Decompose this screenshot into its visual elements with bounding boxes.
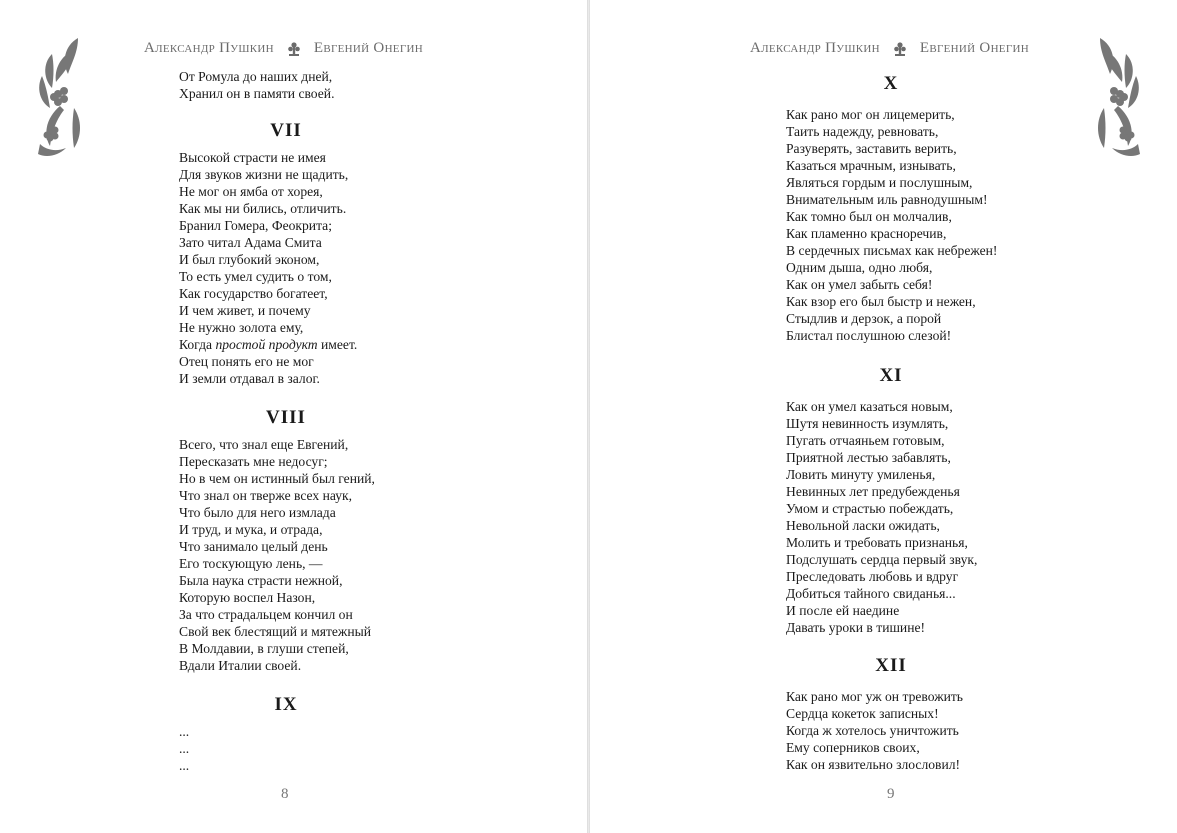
stanza-title: XI xyxy=(879,365,903,386)
verse-line: Свой век блестящий и мятежный xyxy=(179,624,372,639)
floral-ornament-icon xyxy=(1092,36,1144,160)
header-work: Евгений Онегин xyxy=(313,40,423,56)
stanza-lines xyxy=(786,688,996,773)
running-header xyxy=(750,40,1029,57)
verse-line: Хранил он в памяти своей. xyxy=(179,86,335,101)
verse-line: Преследовать любовь и вдруг xyxy=(786,569,959,584)
verse-line: Подслушать сердца первый звук, xyxy=(786,552,978,567)
stanza-lines xyxy=(179,723,393,774)
verse-line: Как рано мог уж он тревожить xyxy=(786,689,964,704)
verse-line: Молить и требовать признанья, xyxy=(786,535,968,550)
verse-line: Как он язвительно злословил! xyxy=(786,757,961,772)
stanza-title: XII xyxy=(875,655,907,676)
stanza-title: VII xyxy=(270,120,302,141)
verse-line: Что было для него измлада xyxy=(179,505,336,520)
verse-line: Разуверять, заставить верить, xyxy=(786,141,957,156)
stanza-lines xyxy=(179,436,393,674)
verse-line: Как томно был он молчалив, xyxy=(786,209,952,224)
verse-line: Как он умел забыть себя! xyxy=(786,277,933,292)
stanza-lines xyxy=(179,149,393,387)
verse-line: Но в чем он истинный был гений, xyxy=(179,471,375,486)
verse-line: Как государство богатеет, xyxy=(179,286,328,301)
verse-line: И после ей наедине xyxy=(786,603,900,618)
verse-line: ... xyxy=(179,741,190,756)
verse-line: Приятной лестью забавлять, xyxy=(786,450,951,465)
stanza-title: IX xyxy=(274,694,298,715)
verse-line: Как взор его был быстр и нежен, xyxy=(786,294,976,309)
verse-line: Ловить минуту умиленья, xyxy=(786,467,936,482)
verse-line: Ему соперников своих, xyxy=(786,740,920,755)
verse-line: Одним дыша, одно любя, xyxy=(786,260,933,275)
verse-line: Высокой страсти не имея xyxy=(179,150,326,165)
verse-line: Что занимало целый день xyxy=(179,539,328,554)
right-page xyxy=(590,0,1177,833)
running-header xyxy=(144,40,423,57)
verse-line: Когда ж хотелось уничтожить xyxy=(786,723,959,738)
stanza-lines xyxy=(786,106,996,344)
stanza-ix xyxy=(179,693,393,774)
verse-line: То есть умел судить о том, xyxy=(179,269,332,284)
verse-line: В Молдавии, в глуши степей, xyxy=(179,641,349,656)
verse-line: От Ромула до наших дней, xyxy=(179,69,333,84)
verse-line: Невинных лет предубежденья xyxy=(786,484,960,499)
verse-line: Являться гордым и послушным, xyxy=(786,175,973,190)
verse-line: Всего, что знал еще Евгений, xyxy=(179,437,349,452)
verse-line: ... xyxy=(179,724,190,739)
page-number: 8 xyxy=(281,786,289,802)
verse-line: Как пламенно красноречив, xyxy=(786,226,947,241)
stanza-lines xyxy=(786,398,996,636)
verse-line: Была наука страсти нежной, xyxy=(179,573,343,588)
verse-line: Бранил Гомера, Феокрита; xyxy=(179,218,332,233)
fleuron-icon xyxy=(286,41,302,57)
italic-phrase: простой продукт xyxy=(215,337,318,352)
verse-line: Шутя невинность изумлять, xyxy=(786,416,949,431)
verse-line: В сердечных письмах как небрежен! xyxy=(786,243,998,258)
verse-line: И земли отдавал в залог. xyxy=(179,371,320,386)
verse-line: И труд, и мука, и отрада, xyxy=(179,522,323,537)
verse-line: Сердца кокеток записных! xyxy=(786,706,939,721)
stanza-xii xyxy=(786,654,996,773)
verse-line-italic xyxy=(179,336,393,353)
fleuron-icon xyxy=(892,41,908,57)
verse-line: ... xyxy=(179,758,190,773)
verse-line: Зато читал Адама Смита xyxy=(179,235,322,250)
verse-line: И чем живет, и почему xyxy=(179,303,311,318)
verse-line: Вдали Италии своей. xyxy=(179,658,302,673)
verse-line: Отец понять его не мог xyxy=(179,354,314,369)
header-author: Александр Пушкин xyxy=(144,40,274,56)
stanza-xi xyxy=(786,364,996,636)
verse-line: За что страдальцем кончил он xyxy=(179,607,353,622)
verse-line: Казаться мрачным, изнывать, xyxy=(786,158,956,173)
left-page xyxy=(0,0,588,833)
verse-line: Таить надежду, ревновать, xyxy=(786,124,939,139)
verse-line: Как рано мог он лицемерить, xyxy=(786,107,955,122)
stanza-vii xyxy=(179,119,393,387)
verse-line: Как он умел казаться новым, xyxy=(786,399,953,414)
verse-line: Добиться тайного свиданья... xyxy=(786,586,956,601)
verse-line: Для звуков жизни не щадить, xyxy=(179,167,349,182)
verse-line: Пугать отчаяньем готовым, xyxy=(786,433,945,448)
intro-lines xyxy=(179,68,334,102)
stanza-x xyxy=(786,72,996,344)
verse-line: Стыдлив и дерзок, а порой xyxy=(786,311,942,326)
header-author: Александр Пушкин xyxy=(750,40,880,56)
header-work: Евгений Онегин xyxy=(919,40,1029,56)
verse-line: И был глубокий эконом, xyxy=(179,252,320,267)
verse-line: Пересказать мне недосуг; xyxy=(179,454,328,469)
page-number: 9 xyxy=(887,786,895,802)
verse-line: Его тоскующую лень, — xyxy=(179,556,323,571)
verse-line: Не нужно золота ему, xyxy=(179,320,304,335)
verse-line: Невольной ласки ожидать, xyxy=(786,518,940,533)
verse-line: Внимательным иль равнодушным! xyxy=(786,192,988,207)
stanza-title: VIII xyxy=(266,407,306,428)
verse-line: Блистал послушною слезой! xyxy=(786,328,952,343)
text-after: имеет. xyxy=(317,337,358,352)
floral-ornament-icon xyxy=(34,36,86,160)
verse-line: Не мог он ямба от хорея, xyxy=(179,184,323,199)
verse-line: Что знал он тверже всех наук, xyxy=(179,488,353,503)
verse-line: Как мы ни бились, отличить. xyxy=(179,201,347,216)
verse-line: Которую воспел Назон, xyxy=(179,590,316,605)
verse-line: Умом и страстью побеждать, xyxy=(786,501,954,516)
stanza-viii xyxy=(179,406,393,674)
verse-line: Давать уроки в тишине! xyxy=(786,620,926,635)
stanza-title: X xyxy=(883,73,899,94)
text-before: Когда xyxy=(179,337,216,352)
